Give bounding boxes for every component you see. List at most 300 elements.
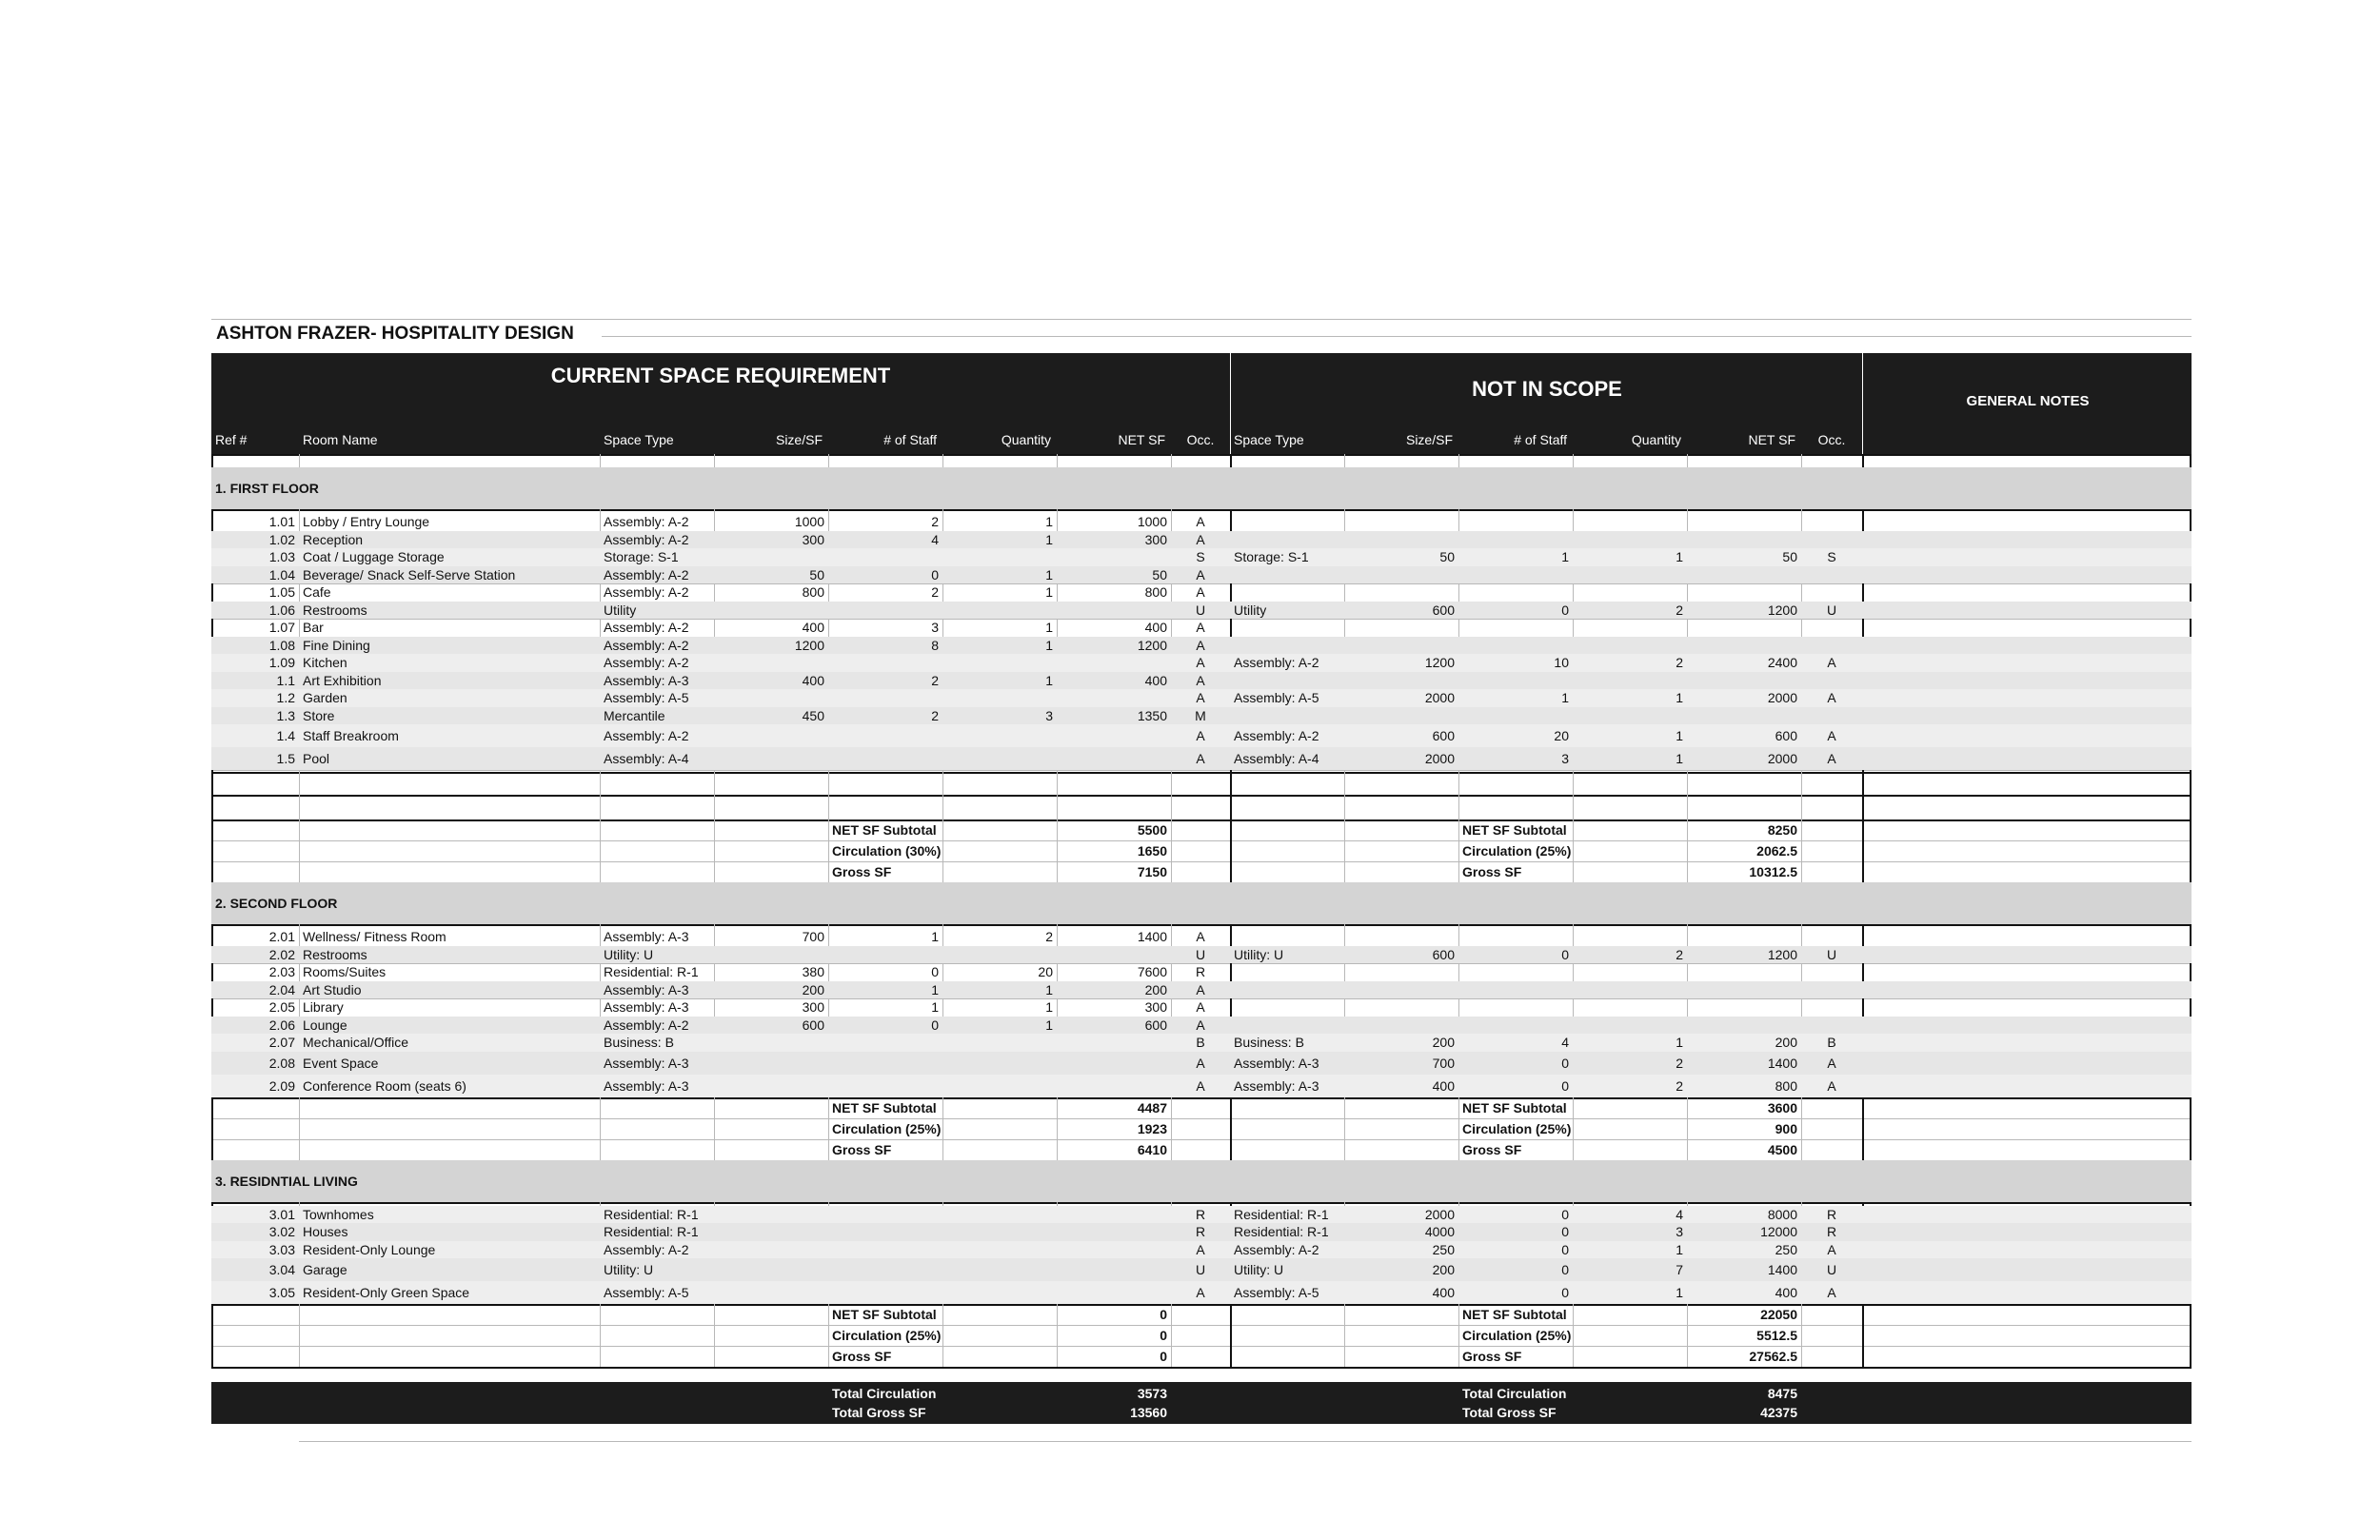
nis-total-value: 8250: [1767, 822, 1797, 838]
nis-total-label: Circulation (25%): [1462, 1120, 1572, 1136]
space-type: Assembly: A-2: [604, 1017, 689, 1033]
nis-net-sf: 2000: [1767, 690, 1797, 706]
ref-number: 3.05: [268, 1285, 295, 1300]
ref-number: 1.3: [276, 707, 295, 723]
ref-number: 2.04: [268, 981, 295, 997]
occupancy: A: [1196, 1055, 1205, 1071]
nis-quantity: 1: [1676, 690, 1683, 706]
section-title: 3. RESIDNTIAL LIVING: [215, 1173, 358, 1189]
nis-quantity: 3: [1676, 1224, 1683, 1240]
net-sf: 300: [1144, 531, 1167, 547]
ref-number: 2.09: [268, 1077, 295, 1094]
occupancy: A: [1196, 1241, 1205, 1257]
quantity: 1: [1045, 566, 1053, 582]
total-value: 1650: [1137, 843, 1167, 859]
nis-total-label: Circulation (25%): [1462, 843, 1572, 859]
occupancy: A: [1196, 672, 1205, 688]
staff-count: 1: [931, 981, 939, 997]
room-name: Staff Breakroom: [303, 728, 399, 743]
spacer-line: [211, 819, 2192, 821]
nis-staff-count: 0: [1561, 602, 1569, 618]
occupancy: R: [1195, 1206, 1206, 1222]
nis-staff-count: 4: [1561, 1035, 1569, 1051]
nis-occupancy: A: [1827, 655, 1836, 671]
header-bottom-border: [211, 454, 2192, 456]
section-band: [211, 467, 2192, 509]
nis-net-sf: 1400: [1767, 1262, 1797, 1277]
nis-staff-count: 10: [1554, 655, 1569, 671]
staff-count: 3: [931, 620, 939, 636]
ref-number: 1.07: [268, 620, 295, 636]
ref-number: 1.05: [268, 584, 295, 601]
total-label: Circulation (25%): [832, 1328, 942, 1343]
room-name: Fine Dining: [303, 637, 370, 653]
nis-quantity: 1: [1676, 1241, 1683, 1257]
nis-staff-count: 0: [1561, 1206, 1569, 1222]
nis-staff-count: 0: [1561, 1055, 1569, 1071]
total-value: 6410: [1137, 1141, 1167, 1157]
section-title: 2. SECOND FLOOR: [215, 896, 338, 911]
occupancy: R: [1195, 964, 1206, 980]
nis-space-type: Residential: R-1: [1234, 1206, 1329, 1222]
nis-space-type: Storage: S-1: [1234, 549, 1309, 565]
space-type: Mercantile: [604, 707, 665, 723]
size-sf: 800: [802, 584, 824, 601]
title-top-border: [211, 319, 2192, 320]
nis-net-sf: 12000: [1760, 1224, 1797, 1240]
nis-net-sf: 800: [1775, 1077, 1797, 1094]
nis-quantity: 7: [1676, 1262, 1683, 1277]
size-sf: 50: [809, 566, 824, 582]
nis-quantity: 1: [1676, 728, 1683, 743]
nis-total-value: 10312.5: [1749, 864, 1797, 879]
space-type: Assembly: A-2: [604, 531, 689, 547]
total-label: NET SF Subtotal: [832, 822, 937, 838]
room-name: Resident-Only Green Space: [303, 1285, 470, 1300]
header-divider-1: [1230, 353, 1231, 454]
nis-occupancy: A: [1827, 728, 1836, 743]
size-sf: 380: [802, 964, 824, 980]
nis-net-sf: 1400: [1767, 1055, 1797, 1071]
column-header-size-nis: Size/SF: [1405, 432, 1453, 447]
nis-total-value: 900: [1775, 1120, 1797, 1136]
ref-number: 1.02: [268, 531, 295, 547]
nis-total-value: 3600: [1767, 1099, 1797, 1116]
column-header-quantity-nis: Quantity: [1631, 432, 1681, 447]
nis-net-sf: 1200: [1767, 946, 1797, 962]
quantity: 1: [1045, 999, 1053, 1016]
nis-quantity: 1: [1676, 1035, 1683, 1051]
room-name: Lounge: [303, 1017, 347, 1033]
total-label: Gross SF: [832, 1349, 892, 1364]
nis-size-sf: 1200: [1424, 655, 1455, 671]
net-sf: 1350: [1137, 707, 1167, 723]
room-name: Kitchen: [303, 655, 347, 671]
net-sf: 400: [1144, 672, 1167, 688]
quantity: 1: [1045, 584, 1053, 601]
occupancy: A: [1196, 566, 1205, 582]
nis-occupancy: U: [1826, 602, 1837, 618]
room-name: Lobby / Entry Lounge: [303, 514, 430, 530]
column-header-net_sf-nis: NET SF: [1748, 432, 1795, 447]
nis-quantity: 2: [1676, 602, 1683, 618]
header-divider-2: [1862, 353, 1863, 454]
nis-net-sf: 250: [1775, 1241, 1797, 1257]
staff-count: 2: [931, 672, 939, 688]
room-name: Event Space: [303, 1055, 379, 1071]
room-name: Restrooms: [303, 946, 367, 962]
ref-number: 1.06: [268, 602, 295, 618]
occupancy: A: [1196, 531, 1205, 547]
space-type: Utility: U: [604, 1262, 654, 1277]
total-value: 4487: [1137, 1099, 1167, 1116]
nis-occupancy: U: [1826, 946, 1837, 962]
grand-total-value: 13560: [1130, 1405, 1167, 1420]
nis-size-sf: 200: [1432, 1262, 1455, 1277]
occupancy: U: [1195, 602, 1206, 618]
current-space-title: CURRENT SPACE REQUIREMENT: [550, 364, 891, 387]
size-sf: 300: [802, 999, 824, 1016]
nis-staff-count: 20: [1554, 728, 1569, 743]
grand-total-band: [211, 1382, 2192, 1424]
room-name: Beverage/ Snack Self-Serve Station: [303, 566, 516, 582]
size-sf: 200: [802, 981, 824, 997]
ref-number: 1.04: [268, 566, 295, 582]
room-name: Art Exhibition: [303, 672, 382, 688]
nis-size-sf: 2000: [1424, 690, 1455, 706]
occupancy: A: [1196, 981, 1205, 997]
nis-space-type: Assembly: A-5: [1234, 1285, 1319, 1300]
occupancy: U: [1195, 946, 1206, 962]
quantity: 20: [1038, 964, 1053, 980]
occupancy: A: [1196, 1017, 1205, 1033]
total-row-line: [211, 1118, 2192, 1119]
ref-number: 3.02: [268, 1224, 295, 1240]
nis-occupancy: B: [1827, 1035, 1836, 1051]
ref-number: 2.01: [268, 929, 295, 945]
room-name: Library: [303, 999, 344, 1016]
nis-occupancy: A: [1827, 690, 1836, 706]
net-sf: 1000: [1137, 514, 1167, 530]
net-sf: 400: [1144, 620, 1167, 636]
room-name: Art Studio: [303, 981, 362, 997]
occupancy: A: [1196, 655, 1205, 671]
room-name: Mechanical/Office: [303, 1035, 409, 1051]
column-header-quantity: Quantity: [1001, 432, 1051, 447]
nis-size-sf: 700: [1432, 1055, 1455, 1071]
room-name: Coat / Luggage Storage: [303, 549, 445, 565]
staff-count: 1: [931, 999, 939, 1016]
space-type: Assembly: A-2: [604, 655, 689, 671]
nis-total-label: NET SF Subtotal: [1462, 822, 1567, 838]
total-label: NET SF Subtotal: [832, 1099, 937, 1116]
nis-space-type: Utility: U: [1234, 1262, 1284, 1277]
nis-staff-count: 0: [1561, 1224, 1569, 1240]
nis-size-sf: 200: [1432, 1035, 1455, 1051]
occupancy: A: [1196, 999, 1205, 1016]
quantity: 1: [1045, 672, 1053, 688]
column-header-occ-nis: Occ.: [1817, 432, 1846, 447]
nis-size-sf: 250: [1432, 1241, 1455, 1257]
nis-occupancy: R: [1826, 1206, 1837, 1222]
quantity: 1: [1045, 620, 1053, 636]
nis-size-sf: 600: [1432, 946, 1455, 962]
staff-count: 2: [931, 584, 939, 601]
nis-total-value: 27562.5: [1749, 1349, 1797, 1364]
section-bottom-border: [211, 924, 2192, 926]
grand-total-label: Total Circulation: [832, 1386, 937, 1401]
nis-size-sf: 2000: [1424, 751, 1455, 766]
staff-count: 1: [931, 929, 939, 945]
nis-grand-total-value: 42375: [1760, 1405, 1797, 1420]
ref-number: 1.4: [276, 728, 295, 743]
nis-size-sf: 400: [1432, 1077, 1455, 1094]
occupancy: A: [1196, 690, 1205, 706]
ref-number: 2.03: [268, 964, 295, 980]
grand-total-value: 3573: [1137, 1386, 1167, 1401]
nis-space-type: Assembly: A-4: [1234, 751, 1319, 766]
nis-quantity: 2: [1676, 655, 1683, 671]
total-row-line: [211, 861, 2192, 862]
ref-number: 1.08: [268, 637, 295, 653]
size-sf: 700: [802, 929, 824, 945]
footer-line: [299, 1441, 2192, 1442]
space-type: Assembly: A-3: [604, 1055, 689, 1071]
nis-space-type: Assembly: A-2: [1234, 655, 1319, 671]
nis-total-value: 5512.5: [1756, 1328, 1797, 1343]
nis-net-sf: 50: [1782, 549, 1797, 565]
net-sf: 50: [1152, 566, 1167, 582]
occupancy: A: [1196, 728, 1205, 743]
column-header-staff: # of Staff: [883, 432, 937, 447]
ref-number: 2.07: [268, 1035, 295, 1051]
nis-total-value: 2062.5: [1756, 843, 1797, 859]
nis-size-sf: 600: [1432, 728, 1455, 743]
row-line: [211, 770, 2192, 771]
ref-number: 2.02: [268, 946, 295, 962]
general-notes-title: GENERAL NOTES: [1966, 393, 2090, 409]
nis-size-sf: 4000: [1424, 1224, 1455, 1240]
ref-number: 2.05: [268, 999, 295, 1016]
space-type: Assembly: A-2: [604, 637, 689, 653]
space-type: Utility: [604, 602, 637, 618]
space-type: Assembly: A-2: [604, 514, 689, 530]
nis-total-label: Gross SF: [1462, 1141, 1522, 1157]
quantity: 1: [1045, 637, 1053, 653]
occupancy: A: [1196, 1285, 1205, 1300]
nis-net-sf: 400: [1775, 1285, 1797, 1300]
space-type: Assembly: A-3: [604, 1077, 689, 1094]
grand-total-label: Total Gross SF: [832, 1405, 926, 1420]
ref-number: 1.1: [276, 672, 295, 688]
nis-quantity: 1: [1676, 549, 1683, 565]
quantity: 1: [1045, 981, 1053, 997]
column-header-net_sf: NET SF: [1118, 432, 1165, 447]
ref-number: 1.01: [268, 514, 295, 530]
ref-number: 1.09: [268, 655, 295, 671]
nis-size-sf: 2000: [1424, 1206, 1455, 1222]
net-sf: 7600: [1137, 964, 1167, 980]
occupancy: A: [1196, 514, 1205, 530]
ref-number: 1.5: [276, 751, 295, 766]
occupancy: M: [1195, 707, 1206, 723]
column-header-ref: Ref #: [215, 432, 248, 447]
occupancy: A: [1196, 929, 1205, 945]
quantity: 1: [1045, 1017, 1053, 1033]
quantity: 1: [1045, 514, 1053, 530]
occupancy: U: [1195, 1262, 1206, 1277]
total-row-line: [211, 840, 2192, 841]
space-type: Residential: R-1: [604, 964, 699, 980]
nis-net-sf: 2400: [1767, 655, 1797, 671]
room-name: Wellness/ Fitness Room: [303, 929, 446, 945]
space-type: Assembly: A-3: [604, 999, 689, 1016]
occupancy: A: [1196, 751, 1205, 766]
space-type: Residential: R-1: [604, 1206, 699, 1222]
section-title: 1. FIRST FLOOR: [215, 481, 319, 496]
nis-occupancy: A: [1827, 1055, 1836, 1071]
nis-net-sf: 2000: [1767, 751, 1797, 766]
total-value: 0: [1160, 1307, 1167, 1322]
nis-occupancy: A: [1827, 751, 1836, 766]
size-sf: 600: [802, 1017, 824, 1033]
nis-quantity: 2: [1676, 1077, 1683, 1094]
staff-count: 0: [931, 1017, 939, 1033]
nis-staff-count: 0: [1561, 1285, 1569, 1300]
total-label: Gross SF: [832, 1141, 892, 1157]
size-sf: 450: [802, 707, 824, 723]
nis-size-sf: 600: [1432, 602, 1455, 618]
space-type: Assembly: A-3: [604, 672, 689, 688]
space-type: Assembly: A-5: [604, 690, 689, 706]
size-sf: 400: [802, 620, 824, 636]
total-label: Gross SF: [832, 864, 892, 879]
total-value: 5500: [1137, 822, 1167, 838]
nis-total-label: Gross SF: [1462, 1349, 1522, 1364]
occupancy: A: [1196, 584, 1205, 601]
room-name: Bar: [303, 620, 324, 636]
nis-quantity: 1: [1676, 1285, 1683, 1300]
space-type: Assembly: A-3: [604, 981, 689, 997]
staff-count: 8: [931, 637, 939, 653]
space-type: Assembly: A-2: [604, 566, 689, 582]
occupancy: R: [1195, 1224, 1206, 1240]
total-row-line: [211, 1139, 2192, 1140]
net-sf: 200: [1144, 981, 1167, 997]
title-row-line: [602, 336, 2192, 337]
nis-space-type: Business: B: [1234, 1035, 1304, 1051]
occupancy: A: [1196, 620, 1205, 636]
nis-staff-count: 0: [1561, 946, 1569, 962]
room-name: Garage: [303, 1262, 347, 1277]
ref-number: 2.06: [268, 1017, 295, 1033]
nis-staff-count: 1: [1561, 549, 1569, 565]
staff-count: 2: [931, 707, 939, 723]
space-type: Assembly: A-5: [604, 1285, 689, 1300]
net-sf: 800: [1144, 584, 1167, 601]
total-row-line: [211, 1346, 2192, 1347]
column-header-staff-nis: # of Staff: [1514, 432, 1567, 447]
section-end-border: [211, 1367, 2192, 1369]
total-label: NET SF Subtotal: [832, 1307, 937, 1322]
nis-quantity: 2: [1676, 946, 1683, 962]
column-header-space_type-nis: Space Type: [1234, 432, 1304, 447]
ref-number: 2.08: [268, 1055, 295, 1071]
space-program-sheet: [211, 319, 2192, 1451]
room-name: Reception: [303, 531, 364, 547]
nis-staff-count: 3: [1561, 751, 1569, 766]
total-value: 1923: [1137, 1120, 1167, 1136]
nis-grand-total-label: Total Circulation: [1462, 1386, 1567, 1401]
net-sf: 600: [1144, 1017, 1167, 1033]
nis-space-type: Assembly: A-3: [1234, 1077, 1319, 1094]
nis-net-sf: 600: [1775, 728, 1797, 743]
staff-count: 0: [931, 566, 939, 582]
nis-staff-count: 1: [1561, 690, 1569, 706]
space-type: Storage: S-1: [604, 549, 679, 565]
nis-occupancy: A: [1827, 1077, 1836, 1094]
room-name: Restrooms: [303, 602, 367, 618]
nis-total-value: 22050: [1760, 1307, 1797, 1322]
ref-number: 1.2: [276, 690, 295, 706]
space-type: Assembly: A-2: [604, 620, 689, 636]
space-type: Assembly: A-4: [604, 751, 689, 766]
nis-size-sf: 50: [1439, 549, 1455, 565]
room-name: Pool: [303, 751, 330, 766]
room-name: Store: [303, 707, 335, 723]
staff-count: 4: [931, 531, 939, 547]
nis-quantity: 2: [1676, 1055, 1683, 1071]
spacer-line: [211, 795, 2192, 797]
nis-occupancy: U: [1826, 1262, 1837, 1277]
nis-net-sf: 200: [1775, 1035, 1797, 1051]
nis-space-type: Residential: R-1: [1234, 1224, 1329, 1240]
nis-space-type: Utility: U: [1234, 946, 1284, 962]
nis-total-label: NET SF Subtotal: [1462, 1099, 1567, 1116]
rows-bottom-border: [211, 1304, 2192, 1306]
nis-total-label: Gross SF: [1462, 864, 1522, 879]
size-sf: 1000: [794, 514, 824, 530]
ref-number: 3.03: [268, 1241, 295, 1257]
section-bottom-border: [211, 509, 2192, 511]
nis-occupancy: S: [1827, 549, 1836, 565]
section-band: [211, 1160, 2192, 1202]
size-sf: 400: [802, 672, 824, 688]
rows-bottom-border: [211, 1097, 2192, 1099]
net-sf: 300: [1144, 999, 1167, 1016]
nis-quantity: 4: [1676, 1206, 1683, 1222]
column-header-space_type: Space Type: [604, 432, 674, 447]
staff-count: 0: [931, 964, 939, 980]
nis-grand-total-label: Total Gross SF: [1462, 1405, 1557, 1420]
space-type: Assembly: A-3: [604, 929, 689, 945]
nis-net-sf: 8000: [1767, 1206, 1797, 1222]
space-type: Assembly: A-2: [604, 728, 689, 743]
total-row-line: [211, 1325, 2192, 1326]
space-type: Assembly: A-2: [604, 584, 689, 601]
staff-count: 2: [931, 514, 939, 530]
ref-number: 1.03: [268, 549, 295, 565]
room-name: Rooms/Suites: [303, 964, 387, 980]
ref-number: 3.04: [268, 1262, 295, 1277]
section-bottom-border: [211, 1202, 2192, 1204]
nis-space-type: Assembly: A-2: [1234, 728, 1319, 743]
space-type: Business: B: [604, 1035, 674, 1051]
nis-occupancy: R: [1826, 1224, 1837, 1240]
occupancy: S: [1196, 549, 1205, 565]
nis-staff-count: 0: [1561, 1262, 1569, 1277]
room-name: Conference Room (seats 6): [303, 1077, 466, 1094]
